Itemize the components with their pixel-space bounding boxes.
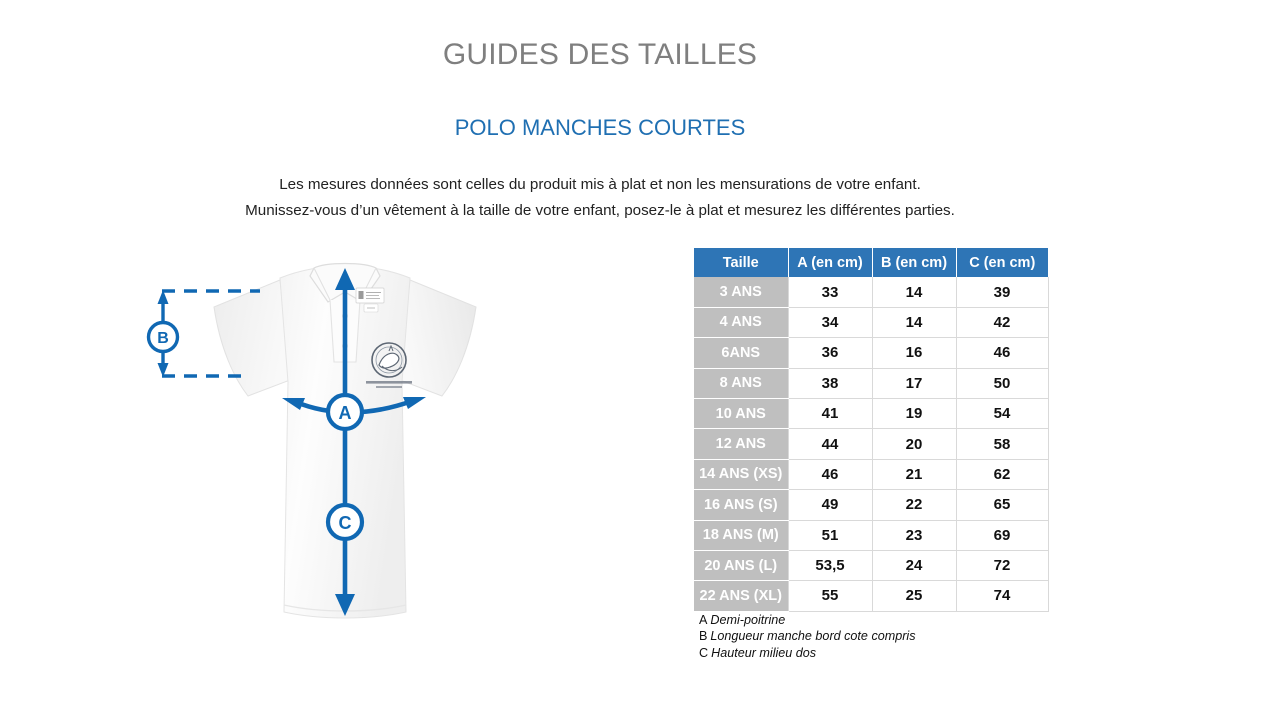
cell-a: 51 <box>788 520 872 550</box>
measurement-legend <box>699 612 916 661</box>
table-row <box>694 550 1048 580</box>
cell-b: 19 <box>872 398 956 428</box>
legend-item <box>699 645 916 661</box>
table-row <box>694 520 1048 550</box>
marker-b-label: B <box>157 330 169 347</box>
cell-size: 18 ANS (M) <box>694 520 788 550</box>
legend-item <box>699 612 916 628</box>
legend-letter: B <box>699 629 708 644</box>
polo-measurement-diagram <box>130 250 560 640</box>
cell-b: 20 <box>872 429 956 459</box>
table-header-row <box>694 248 1048 277</box>
table-row <box>694 581 1048 611</box>
intro-text <box>0 172 1200 224</box>
cell-size: 6ANS <box>694 338 788 368</box>
cell-b: 14 <box>872 277 956 307</box>
cell-b: 16 <box>872 338 956 368</box>
table-row <box>694 307 1048 337</box>
cell-b: 23 <box>872 520 956 550</box>
column-header-c: C (en cm) <box>956 248 1048 277</box>
cell-c: 74 <box>956 581 1048 611</box>
table-row <box>694 277 1048 307</box>
cell-c: 42 <box>956 307 1048 337</box>
cell-a: 38 <box>788 368 872 398</box>
cell-size: 3 ANS <box>694 277 788 307</box>
cell-b: 21 <box>872 459 956 489</box>
column-header-a: A (en cm) <box>788 248 872 277</box>
cell-c: 58 <box>956 429 1048 459</box>
cell-size: 14 ANS (XS) <box>694 459 788 489</box>
cell-a: 41 <box>788 398 872 428</box>
cell-a: 46 <box>788 459 872 489</box>
cell-a: 34 <box>788 307 872 337</box>
column-header-taille: Taille <box>694 248 788 277</box>
cell-size: 12 ANS <box>694 429 788 459</box>
cell-c: 72 <box>956 550 1048 580</box>
table-row <box>694 459 1048 489</box>
cell-b: 17 <box>872 368 956 398</box>
size-chart-table <box>694 248 1049 612</box>
cell-a: 36 <box>788 338 872 368</box>
marker-a-label: A <box>338 403 352 423</box>
cell-b: 22 <box>872 490 956 520</box>
cell-size: 4 ANS <box>694 307 788 337</box>
cell-a: 44 <box>788 429 872 459</box>
cell-c: 69 <box>956 520 1048 550</box>
intro-line-1: Les mesures données sont celles du produit mis à plat et non les mensurations de votre enfant. <box>279 176 921 193</box>
cell-c: 39 <box>956 277 1048 307</box>
table-row <box>694 338 1048 368</box>
legend-item <box>699 628 916 644</box>
cell-size: 8 ANS <box>694 368 788 398</box>
cell-a: 49 <box>788 490 872 520</box>
legend-description: Longueur manche bord cote compris <box>710 629 916 644</box>
cell-a: 55 <box>788 581 872 611</box>
cell-size: 22 ANS (XL) <box>694 581 788 611</box>
cell-size: 16 ANS (S) <box>694 490 788 520</box>
marker-c-label: C <box>338 513 352 533</box>
cell-a: 33 <box>788 277 872 307</box>
product-subtitle: POLO MANCHES COURTES <box>454 115 746 140</box>
table-row <box>694 490 1048 520</box>
cell-c: 62 <box>956 459 1048 489</box>
cell-size: 20 ANS (L) <box>694 550 788 580</box>
cell-size: 10 ANS <box>694 398 788 428</box>
column-header-b: B (en cm) <box>872 248 956 277</box>
legend-description: Hauteur milieu dos <box>711 645 817 660</box>
cell-c: 46 <box>956 338 1048 368</box>
legend-letter: C <box>699 645 709 660</box>
cell-a: 53,5 <box>788 550 872 580</box>
legend-letter: A <box>699 613 708 627</box>
cell-b: 14 <box>872 307 956 337</box>
page-title: GUIDES DES TAILLES <box>442 38 758 71</box>
cell-b: 24 <box>872 550 956 580</box>
intro-line-2: Munissez-vous d’un vêtement à la taille de votre enfant, posez-le à plat et mesurez les différentes parties. <box>245 202 955 219</box>
table-row <box>694 368 1048 398</box>
cell-b: 25 <box>872 581 956 611</box>
table-row <box>694 429 1048 459</box>
table-row <box>694 398 1048 428</box>
legend-description: Demi-poitrine <box>710 613 786 627</box>
cell-c: 54 <box>956 398 1048 428</box>
cell-c: 50 <box>956 368 1048 398</box>
cell-c: 65 <box>956 490 1048 520</box>
